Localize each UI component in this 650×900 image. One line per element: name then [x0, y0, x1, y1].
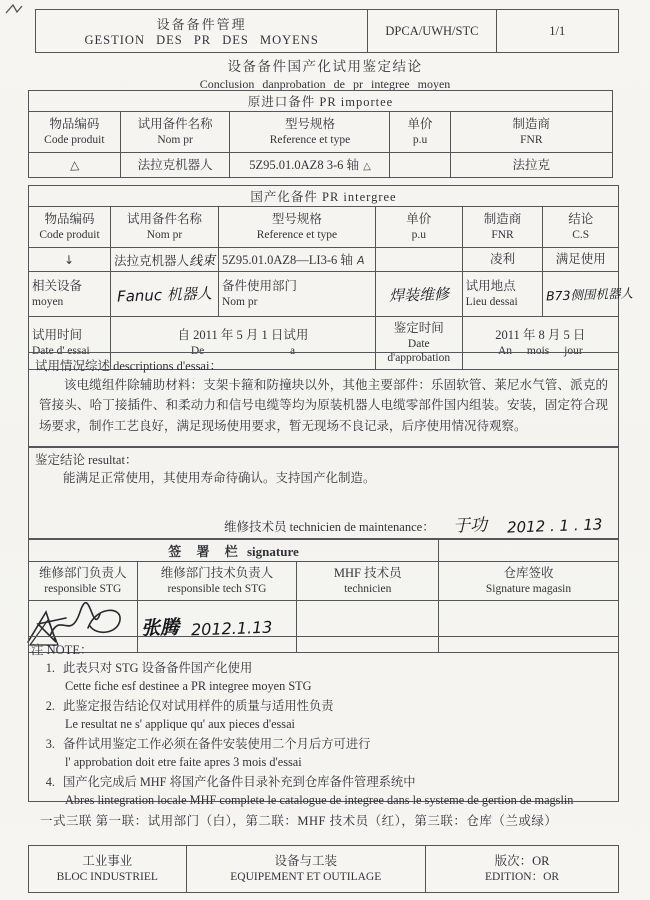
footer-cn: 版次：OR [494, 854, 550, 869]
localized-part-section [28, 185, 634, 370]
col-label-fr: Nom pr [157, 133, 193, 146]
col-label-cn: 维修部门负责人 [39, 566, 127, 581]
ref-value: 5Z95.01.0AZ8—LI3-6 轴 [221, 252, 353, 267]
notes-box [28, 636, 619, 808]
trial-period-cn: 自 2011 年 5 月 1 日试用 [177, 328, 309, 343]
table-row [29, 248, 619, 272]
imported-price-cell [390, 153, 450, 178]
note-cn: 此表只对 STG 设备备件国产化使用 [63, 661, 253, 675]
imported-table-title: 原进口备件 PR importee [29, 91, 613, 112]
pen-mark: ↓ [64, 252, 75, 267]
footer-equipement-cell [186, 846, 426, 893]
col-label-fr: Reference et type [256, 228, 338, 241]
handwritten-tech-date: 2012.1.13 [190, 617, 273, 640]
localized-table-title: 国产化备件 PR intergree [29, 186, 619, 207]
technician-label: 维修技术员 technicien de maintenance： [224, 520, 435, 534]
trial-label-cn: 试用时间 [32, 328, 83, 343]
footer-fr: EDITION：OR [484, 870, 560, 883]
col-label-fr: Reference et type [269, 133, 351, 146]
technician-sign-date: 2012 . 1 . 13 [506, 515, 603, 537]
note-body [63, 735, 370, 772]
using-dept-label-cell [218, 272, 375, 317]
col-label-cn: MHF 技术员 [333, 566, 402, 581]
localized-part-table [28, 185, 634, 370]
col-label-fr: C.S [572, 228, 590, 241]
note-number: 1. [45, 661, 55, 675]
label-a: a [289, 344, 296, 357]
note-fr: l' approbation doit etre faite apres 3 mois d'essai [65, 755, 302, 770]
col-label-cn: 结论 [568, 212, 594, 227]
imported-col-price [390, 112, 450, 153]
localized-code-cell [29, 248, 111, 272]
pen-mark-corner [4, 2, 24, 16]
result-label: 鉴定结论 resultat： [35, 453, 138, 467]
note-cn: 备件试用鉴定工作必须在备件安装使用二个月后方可进行 [63, 736, 371, 751]
approval-date-units: An mois jour [497, 344, 583, 357]
approval-label-fr2: d'approbation [387, 352, 451, 365]
note-item [29, 659, 618, 696]
trial-place-value-cell [543, 272, 634, 317]
imported-part-table [28, 90, 613, 178]
col-label-cn: 单价 [406, 212, 432, 227]
imported-col-code [29, 112, 121, 153]
localized-col-code [29, 207, 111, 248]
subtitle-fr: Conclusion danprobation de pr integree moyen [199, 77, 451, 91]
related-label-cn: 相关设备 [32, 279, 83, 294]
note-body [63, 773, 573, 810]
doc-code: DPCA/UWH/STC [368, 10, 496, 53]
imported-code-cell [29, 153, 121, 178]
pen-mark: △ [362, 160, 371, 173]
col-label-cn: 型号规格 [284, 117, 335, 132]
col-label-cn: 制造商 [512, 117, 551, 132]
header-table [35, 9, 619, 53]
signature-table-title [29, 539, 439, 562]
note-number: 4. [45, 774, 55, 789]
col-label-cn: 物品编码 [44, 212, 95, 227]
col-label-fr: Code produit [44, 133, 105, 146]
note-fr: Abres lintegration locale MHF complete le catalogue de integree dans le systeme de gertion de magslin [65, 793, 574, 808]
sig-col-stg [29, 562, 138, 601]
footer-fr: BLOC INDUSTRIEL [56, 870, 158, 883]
col-label-fr: Code produit [39, 228, 100, 241]
handwritten-equipment: Fanuc 机器人 [116, 283, 213, 306]
pen-mark: A [356, 253, 365, 267]
name-value: 法拉克机器人 [114, 253, 190, 268]
col-label-fr: Nom pr [146, 228, 183, 241]
col-label-cn: 试用备件名称 [126, 212, 202, 227]
col-label-cn: 制造商 [483, 212, 522, 227]
footer-bloc-cell [29, 846, 187, 893]
imported-col-fnr [450, 112, 612, 153]
col-label-cn: 型号规格 [271, 212, 322, 227]
form-title-cn: 设备备件管理 [156, 17, 247, 32]
col-label-fr: responsible tech STG [167, 582, 267, 595]
localized-fnr-cell: 凌利 [462, 248, 543, 272]
footer-table [28, 845, 619, 893]
footer-fr: EQUIPEMENT ET OUTILAGE [230, 870, 382, 883]
page-number: 1/1 [496, 10, 618, 53]
col-label-cn: 单价 [407, 117, 433, 132]
col-label-fr: responsible STG [44, 582, 122, 595]
note-number: 3. [45, 736, 55, 751]
imported-col-ref [230, 112, 390, 153]
trial-place-label-cell [462, 272, 543, 317]
col-label-fr: FNR [520, 133, 543, 146]
sig-col-mhf [297, 562, 439, 601]
technician-line [224, 511, 602, 536]
localized-col-name [111, 207, 219, 248]
form-title-fr: GESTION DES PR DES MOYENS [84, 33, 319, 47]
trial-description-box [28, 352, 619, 448]
imported-ref-cell [230, 153, 390, 178]
header-title-cell [36, 10, 368, 53]
subtitle-cn: 设备备件国产化试用鉴定结论 [227, 59, 423, 74]
place-label-cn: 试用地点 [465, 279, 516, 294]
col-label-cn: 仓库签收 [503, 566, 554, 581]
signature-title-spacer-cell [439, 539, 619, 562]
label-de: De [190, 344, 205, 357]
note-fr: Le resultat ne s' applique qu' aux pieces d'essai [65, 717, 295, 732]
note-fr: Cette fiche esf destinee a PR integree moyen STG [65, 679, 312, 694]
handwritten-tech-signature: 张腾 [140, 616, 179, 640]
trial-label-fr: Date d' essai [32, 344, 90, 357]
result-box [28, 446, 619, 540]
description-label: 试用情况综述 descriptions d'essai： [35, 359, 222, 373]
col-label-fr: p.u [411, 228, 426, 241]
footer-cn: 工业事业 [82, 854, 133, 869]
imported-col-name [120, 112, 230, 153]
localized-col-fnr [462, 207, 543, 248]
dept-label-fr: Nom pr [221, 295, 258, 308]
localized-cs-cell: 满足使用 [543, 248, 619, 272]
imported-name-cell: 法拉克机器人 [120, 153, 230, 178]
ref-value: 5Z95.01.0AZ8 3-6 轴 [249, 158, 359, 172]
footer-section [28, 845, 619, 893]
note-item [29, 773, 618, 810]
localized-ref-cell [218, 248, 375, 272]
col-label-cn: 物品编码 [49, 117, 100, 132]
handwritten-place: B73侧围机器人 [546, 284, 634, 304]
signature-title-fr: signature [247, 543, 299, 559]
localized-name-cell [111, 248, 219, 272]
handwritten-name-suffix: 线束 [188, 253, 216, 269]
sig-col-magasin [439, 562, 619, 601]
col-label-fr: FNR [491, 228, 514, 241]
imported-part-section [28, 90, 613, 178]
place-label-fr: Lieu dessai [465, 295, 518, 308]
notes-label: 注 NOTE： [31, 643, 93, 657]
note-number: 2. [45, 698, 55, 713]
result-text: 能满足正常使用，其使用寿命待确认。支持国产化制造。 [63, 471, 376, 485]
related-equipment-row [29, 272, 619, 317]
related-label-cell [29, 272, 111, 317]
approval-label-fr1: Date [407, 337, 430, 350]
approval-date-cn: 2011 年 8 月 5 日 [495, 328, 586, 343]
localized-price-cell [375, 248, 462, 272]
distribution-note: 一式三联 第一联：试用部门（白），第二联：MHF 技术员（红），第三联：仓库（兰或绿） [40, 814, 558, 828]
note-item [29, 735, 618, 772]
header-section [35, 9, 619, 53]
col-label-cn: 维修部门技术负责人 [160, 566, 274, 581]
subtitle-block [0, 55, 650, 92]
localized-col-ref [218, 207, 375, 248]
col-label-fr: technicien [344, 582, 392, 595]
localized-col-price [375, 207, 462, 248]
dept-label-cn: 备件使用部门 [221, 279, 297, 294]
localized-col-cs [543, 207, 619, 248]
table-row [29, 153, 613, 178]
pen-mark: △ [69, 157, 80, 173]
note-item [29, 697, 618, 734]
signature-title-cn: 签 署 栏 [168, 543, 244, 559]
col-label-fr: p.u [412, 133, 428, 146]
using-dept-value-cell [375, 272, 462, 317]
technician-signature: 于功 [452, 515, 488, 537]
related-label-fr: moyen [32, 295, 64, 308]
col-label-cn: 试用备件名称 [137, 117, 213, 132]
sig-col-tech-stg [137, 562, 297, 601]
footer-edition-cell [426, 846, 619, 893]
col-label-fr: Signature magasin [485, 582, 572, 595]
footer-cn: 设备与工装 [274, 854, 338, 869]
description-text: 该电缆组件除辅助材料：支架卡箍和防撞块以外，其他主要部件：乐固软管、莱尼水气管、派克的管接头、哈丁接插件、和柔动力和信号电缆等均为原装机器人电缆零部件国内组装。安装，固定符合现场要求，制作工艺良好，满足现场使用要求，暂无现场不良记录，后序使用情况待观察。 [39, 378, 608, 433]
note-body [63, 659, 312, 696]
approval-label-cn: 鉴定时间 [393, 320, 444, 335]
related-equipment-cell [111, 272, 219, 317]
note-body [63, 697, 334, 734]
note-cn: 此鉴定报告结论仅对试用样件的质量与适用性负责 [63, 698, 334, 713]
imported-fnr-cell: 法拉克 [450, 153, 612, 178]
handwritten-dept: 焊装维修 [388, 284, 450, 305]
note-cn: 国产化完成后 MHF 将国产化备件目录补充到仓库备件管理系统中 [63, 774, 416, 789]
